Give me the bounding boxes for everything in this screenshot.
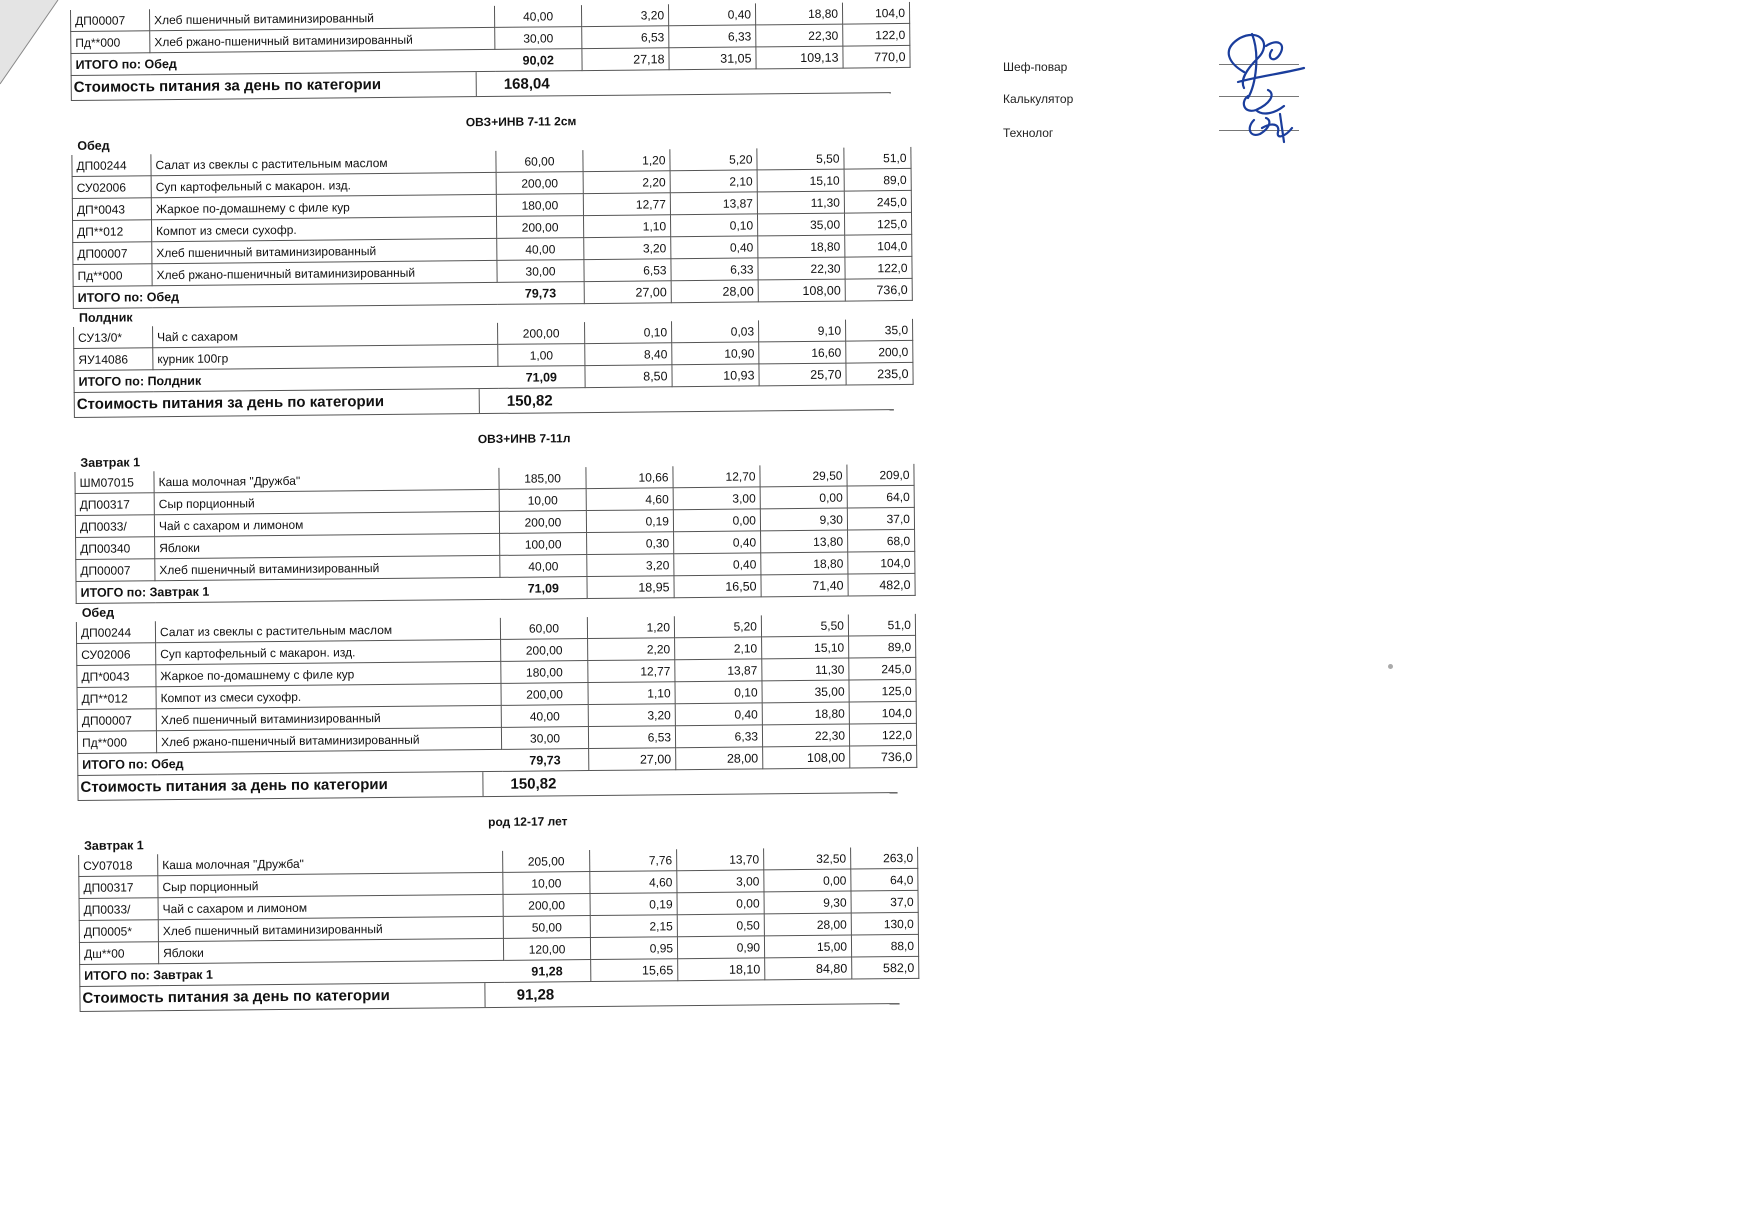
value-cell: 7,76 bbox=[590, 849, 677, 871]
value-cell: 2,15 bbox=[590, 915, 677, 938]
total-label: ИТОГО по: Обед bbox=[73, 282, 497, 308]
value-cell: 2,10 bbox=[670, 170, 757, 193]
dish-code: СУ02006 bbox=[77, 643, 156, 666]
value-cell: 64,0 bbox=[851, 868, 918, 891]
chef-label: Шеф-повар bbox=[1003, 60, 1068, 74]
value-cell: 15,10 bbox=[757, 169, 844, 192]
total-value: 27,00 bbox=[584, 281, 671, 304]
value-cell: 12,70 bbox=[673, 465, 760, 487]
total-value: 91,28 bbox=[504, 960, 591, 983]
value-cell: 0,95 bbox=[590, 937, 677, 960]
value-cell: 200,00 bbox=[501, 683, 588, 706]
value-cell: 1,20 bbox=[583, 149, 670, 171]
meal-title: Завтрак 1 bbox=[83, 838, 144, 853]
value-cell: 180,00 bbox=[496, 194, 583, 217]
value-cell: 29,50 bbox=[760, 465, 847, 487]
total-label: ИТОГО по: Обед bbox=[71, 49, 495, 75]
dish-code: ДП00007 bbox=[76, 559, 155, 582]
total-label: ИТОГО по: Завтрак 1 bbox=[76, 577, 500, 603]
dish-code: ДП0005* bbox=[79, 920, 158, 943]
dish-code: Дш**00 bbox=[79, 942, 158, 965]
dish-name: Хлеб пшеничный витаминизированный bbox=[158, 916, 503, 941]
value-cell: 0,10 bbox=[670, 214, 757, 237]
value-cell: 40,00 bbox=[500, 555, 587, 578]
value-cell: 1,20 bbox=[587, 616, 674, 638]
value-cell: 0,50 bbox=[677, 914, 764, 937]
value-cell: 125,0 bbox=[849, 679, 916, 702]
total-value: 10,93 bbox=[672, 364, 759, 387]
dish-name: Хлеб ржано-пшеничный витаминизированный bbox=[156, 727, 501, 752]
value-cell: 0,40 bbox=[671, 236, 758, 259]
dish-name: Жаркое по-домашнему с филе кур bbox=[151, 194, 496, 219]
value-cell: 0,19 bbox=[586, 510, 673, 533]
value-cell: 37,0 bbox=[851, 890, 918, 913]
value-cell: 122,0 bbox=[843, 23, 910, 46]
value-cell: 30,00 bbox=[497, 260, 584, 283]
dish-name: Сыр порционный bbox=[158, 872, 503, 897]
value-cell: 5,20 bbox=[670, 148, 757, 170]
value-cell: 245,0 bbox=[849, 657, 916, 680]
value-cell: 6,53 bbox=[582, 26, 669, 49]
value-cell: 4,60 bbox=[590, 871, 677, 894]
meal-title: Завтрак 1 bbox=[80, 455, 141, 470]
value-cell: 2,20 bbox=[583, 171, 670, 194]
page-corner-fold bbox=[0, 0, 60, 90]
value-cell: 51,0 bbox=[844, 147, 911, 169]
total-value: 108,00 bbox=[758, 279, 845, 302]
dish-name: Чай с сахаром и лимоном bbox=[154, 511, 499, 536]
value-cell: 122,0 bbox=[845, 256, 912, 279]
dish-name: Салат из свеклы с растительным маслом bbox=[155, 618, 500, 643]
value-cell: 0,40 bbox=[674, 553, 761, 576]
value-cell: 0,90 bbox=[677, 936, 764, 959]
value-cell: 200,00 bbox=[497, 216, 584, 239]
value-cell: 1,10 bbox=[583, 215, 670, 238]
value-cell: 30,00 bbox=[495, 27, 582, 50]
value-cell: 30,00 bbox=[501, 727, 588, 750]
dish-code: ЯУ14086 bbox=[74, 348, 153, 371]
total-value: 235,0 bbox=[846, 362, 913, 385]
meal-title: Полдник bbox=[78, 310, 133, 325]
dish-name: Хлеб пшеничный витаминизированный bbox=[152, 238, 497, 263]
dish-code: СУ13/0* bbox=[74, 326, 153, 348]
value-cell: 60,00 bbox=[500, 617, 587, 639]
daily-cost-value: 150,82 bbox=[506, 391, 553, 410]
category-title: ОВЗ+ИНВ 7-11л bbox=[477, 431, 571, 447]
value-cell: 185,00 bbox=[499, 467, 586, 489]
meal-table bbox=[73, 319, 914, 393]
value-cell: 0,40 bbox=[674, 531, 761, 554]
dish-code: Пд**000 bbox=[73, 264, 152, 287]
dish-name: Компот из смеси сухофр. bbox=[152, 216, 497, 241]
value-cell: 9,30 bbox=[764, 891, 851, 914]
dish-code: ДП*0043 bbox=[72, 198, 151, 221]
value-cell: 9,30 bbox=[760, 508, 847, 531]
dish-name: курник 100гр bbox=[153, 344, 498, 369]
total-value: 90,02 bbox=[495, 49, 582, 72]
total-value: 25,70 bbox=[759, 363, 846, 386]
value-cell: 68,0 bbox=[848, 529, 915, 552]
value-cell: 205,00 bbox=[503, 850, 590, 872]
value-cell: 5,50 bbox=[761, 615, 848, 637]
value-cell: 6,33 bbox=[675, 725, 762, 748]
value-cell: 40,00 bbox=[494, 5, 581, 27]
dish-code: ДП00007 bbox=[70, 9, 149, 31]
total-value: 109,13 bbox=[756, 46, 843, 69]
value-cell: 10,00 bbox=[503, 872, 590, 895]
value-cell: 0,00 bbox=[677, 892, 764, 915]
value-cell: 0,30 bbox=[587, 532, 674, 555]
dish-code: ДП**012 bbox=[77, 687, 156, 710]
dish-name: Хлеб пшеничный витаминизированный bbox=[149, 6, 494, 31]
daily-cost-label: Стоимость питания за день по категории bbox=[77, 772, 483, 800]
value-cell: 130,0 bbox=[851, 912, 918, 935]
value-cell: 120,00 bbox=[503, 938, 590, 961]
meal-title: Обед bbox=[81, 605, 115, 620]
value-cell: 200,00 bbox=[503, 894, 590, 917]
dish-name: Яблоки bbox=[155, 533, 500, 558]
total-value: 16,50 bbox=[674, 575, 761, 598]
dish-code: СУ02006 bbox=[72, 176, 151, 199]
value-cell: 11,30 bbox=[757, 191, 844, 214]
total-value: 770,0 bbox=[843, 45, 910, 68]
total-value: 27,00 bbox=[589, 748, 676, 771]
value-cell: 2,20 bbox=[588, 638, 675, 661]
value-cell: 0,00 bbox=[764, 869, 851, 892]
dish-code: ДП00244 bbox=[72, 154, 151, 176]
dish-code: Пд**000 bbox=[77, 731, 156, 754]
dish-name: Хлеб ржано-пшеничный витаминизированный bbox=[152, 260, 497, 285]
value-cell: 2,10 bbox=[675, 637, 762, 660]
technologist-label: Технолог bbox=[1003, 126, 1054, 140]
dish-name: Чай с сахаром bbox=[153, 323, 498, 348]
value-cell: 3,20 bbox=[587, 554, 674, 577]
dish-code: ДП00007 bbox=[77, 709, 156, 732]
total-value: 28,00 bbox=[671, 280, 758, 303]
value-cell: 35,00 bbox=[757, 213, 844, 236]
value-cell: 22,30 bbox=[762, 724, 849, 747]
value-cell: 104,0 bbox=[849, 701, 916, 724]
dish-code: ДП**012 bbox=[73, 220, 152, 243]
value-cell: 35,0 bbox=[846, 319, 913, 341]
daily-cost-label: Стоимость питания за день по категории bbox=[71, 72, 477, 100]
total-value: 28,00 bbox=[676, 747, 763, 770]
value-cell: 104,0 bbox=[848, 551, 915, 574]
dish-name: Хлеб ржано-пшеничный витаминизированный bbox=[150, 27, 495, 52]
value-cell: 209,0 bbox=[847, 464, 914, 486]
total-value: 18,10 bbox=[678, 958, 765, 981]
value-cell: 1,10 bbox=[588, 682, 675, 705]
value-cell: 18,80 bbox=[761, 552, 848, 575]
value-cell: 16,60 bbox=[759, 341, 846, 364]
dish-name: Яблоки bbox=[158, 938, 503, 963]
value-cell: 13,87 bbox=[670, 192, 757, 215]
value-cell: 40,00 bbox=[497, 238, 584, 261]
dish-name: Суп картофельный с макарон. изд. bbox=[156, 639, 501, 664]
value-cell: 6,33 bbox=[669, 25, 756, 48]
value-cell: 245,0 bbox=[844, 190, 911, 213]
menu-section bbox=[71, 107, 909, 418]
value-cell: 8,40 bbox=[585, 343, 672, 366]
value-cell: 1,00 bbox=[498, 344, 585, 367]
total-value: 79,73 bbox=[497, 282, 584, 305]
category-title: род 12-17 лет bbox=[488, 814, 568, 830]
value-cell: 104,0 bbox=[842, 2, 909, 24]
total-value: 8,50 bbox=[585, 365, 672, 388]
value-cell: 125,0 bbox=[844, 212, 911, 235]
value-cell: 13,87 bbox=[675, 659, 762, 682]
meal-table bbox=[70, 2, 911, 76]
value-cell: 22,30 bbox=[756, 24, 843, 47]
dish-code: Пд**000 bbox=[71, 31, 150, 54]
dish-name: Каша молочная "Дружба" bbox=[154, 468, 499, 493]
value-cell: 0,40 bbox=[675, 703, 762, 726]
value-cell: 10,66 bbox=[586, 466, 673, 488]
total-value: 18,95 bbox=[587, 576, 674, 599]
calculator-label: Калькулятор bbox=[1003, 92, 1074, 106]
dish-code: ДП0033/ bbox=[75, 515, 154, 538]
value-cell: 32,50 bbox=[764, 848, 851, 870]
value-cell: 15,00 bbox=[764, 935, 851, 958]
value-cell: 10,00 bbox=[499, 489, 586, 512]
value-cell: 200,00 bbox=[501, 639, 588, 662]
total-value: 736,0 bbox=[845, 278, 912, 301]
value-cell: 28,00 bbox=[764, 913, 851, 936]
menu-section bbox=[70, 2, 906, 101]
menu-section bbox=[78, 807, 915, 1012]
dish-code: СУ07018 bbox=[79, 854, 158, 876]
value-cell: 18,80 bbox=[758, 235, 845, 258]
total-value: 482,0 bbox=[848, 573, 915, 596]
dish-name: Жаркое по-домашнему с филе кур bbox=[156, 661, 501, 686]
value-cell: 0,00 bbox=[673, 509, 760, 532]
value-cell: 60,00 bbox=[496, 150, 583, 172]
value-cell: 40,00 bbox=[501, 705, 588, 728]
dish-code: ДП00317 bbox=[75, 493, 154, 516]
value-cell: 89,0 bbox=[849, 635, 916, 658]
dish-name: Хлеб пшеничный витаминизированный bbox=[155, 555, 500, 580]
value-cell: 11,30 bbox=[762, 658, 849, 681]
category-title: ОВЗ+ИНВ 7-11 2см bbox=[465, 114, 577, 130]
dish-code: ШМ07015 bbox=[75, 471, 154, 493]
value-cell: 180,00 bbox=[501, 661, 588, 684]
total-label: ИТОГО по: Полдник bbox=[74, 366, 498, 392]
total-value: 71,09 bbox=[498, 366, 585, 389]
dish-name: Сыр порционный bbox=[154, 489, 499, 514]
total-value: 84,80 bbox=[765, 957, 852, 980]
value-cell: 3,00 bbox=[673, 487, 760, 510]
daily-cost-value: 168,04 bbox=[503, 74, 550, 93]
meal-table bbox=[76, 614, 917, 776]
total-value: 71,09 bbox=[500, 577, 587, 600]
value-cell: 37,0 bbox=[847, 507, 914, 530]
value-cell: 0,10 bbox=[675, 681, 762, 704]
dish-name: Компот из смеси сухофр. bbox=[156, 683, 501, 708]
value-cell: 200,00 bbox=[499, 511, 586, 534]
dish-name: Суп картофельный с макарон. изд. bbox=[151, 172, 496, 197]
value-cell: 15,10 bbox=[762, 636, 849, 659]
value-cell: 6,53 bbox=[588, 726, 675, 749]
scan-speck bbox=[1388, 664, 1393, 669]
dish-name: Хлеб пшеничный витаминизированный bbox=[156, 705, 501, 730]
value-cell: 0,03 bbox=[672, 320, 759, 342]
dish-code: ДП*0043 bbox=[77, 665, 156, 688]
menu-sheet bbox=[70, 2, 915, 1012]
value-cell: 0,19 bbox=[590, 893, 677, 916]
value-cell: 200,0 bbox=[846, 340, 913, 363]
value-cell: 4,60 bbox=[586, 488, 673, 511]
dish-code: ДП00244 bbox=[76, 621, 155, 643]
dish-name: Салат из свеклы с растительным маслом bbox=[151, 151, 496, 176]
total-value: 108,00 bbox=[763, 746, 850, 769]
value-cell: 18,80 bbox=[755, 3, 842, 25]
value-cell: 88,0 bbox=[851, 934, 918, 957]
value-cell: 10,90 bbox=[672, 342, 759, 365]
total-value: 31,05 bbox=[669, 47, 756, 70]
dish-name: Чай с сахаром и лимоном bbox=[158, 894, 503, 919]
daily-cost-value: 91,28 bbox=[516, 985, 555, 1004]
dish-code: ДП00317 bbox=[79, 876, 158, 899]
value-cell: 89,0 bbox=[844, 168, 911, 191]
value-cell: 200,00 bbox=[496, 172, 583, 195]
menu-section bbox=[74, 424, 913, 801]
dish-code: ДП0033/ bbox=[79, 898, 158, 921]
value-cell: 0,10 bbox=[585, 321, 672, 343]
value-cell: 3,20 bbox=[581, 4, 668, 26]
value-cell: 263,0 bbox=[851, 847, 918, 869]
handwritten-signatures bbox=[1200, 24, 1330, 149]
daily-cost-value: 150,82 bbox=[510, 774, 557, 793]
value-cell: 0,00 bbox=[760, 486, 847, 509]
value-cell: 200,00 bbox=[498, 322, 585, 344]
value-cell: 6,53 bbox=[584, 259, 671, 282]
value-cell: 100,00 bbox=[500, 533, 587, 556]
value-cell: 13,80 bbox=[761, 530, 848, 553]
meal-title: Обед bbox=[77, 138, 110, 153]
value-cell: 12,77 bbox=[588, 660, 675, 683]
value-cell: 35,00 bbox=[762, 680, 849, 703]
value-cell: 3,20 bbox=[584, 237, 671, 260]
total-value: 27,18 bbox=[582, 48, 669, 71]
value-cell: 0,40 bbox=[668, 3, 755, 25]
total-label: ИТОГО по: Завтрак 1 bbox=[80, 960, 504, 986]
value-cell: 5,50 bbox=[757, 148, 844, 170]
value-cell: 122,0 bbox=[849, 723, 916, 746]
value-cell: 51,0 bbox=[848, 614, 915, 636]
value-cell: 18,80 bbox=[762, 702, 849, 725]
value-cell: 22,30 bbox=[758, 257, 845, 280]
meal-table bbox=[78, 847, 919, 987]
total-label: ИТОГО по: Обед bbox=[78, 749, 502, 775]
dish-code: ДП00340 bbox=[76, 537, 155, 560]
value-cell: 12,77 bbox=[583, 193, 670, 216]
value-cell: 64,0 bbox=[847, 485, 914, 508]
value-cell: 13,70 bbox=[677, 848, 764, 870]
total-value: 582,0 bbox=[852, 956, 919, 979]
value-cell: 3,00 bbox=[677, 870, 764, 893]
value-cell: 9,10 bbox=[759, 320, 846, 342]
total-value: 15,65 bbox=[591, 959, 678, 982]
total-value: 71,40 bbox=[761, 574, 848, 597]
value-cell: 5,20 bbox=[674, 615, 761, 637]
total-value: 79,73 bbox=[502, 749, 589, 772]
daily-cost-label: Стоимость питания за день по категории bbox=[79, 983, 485, 1011]
meal-table bbox=[71, 147, 912, 309]
value-cell: 50,00 bbox=[503, 916, 590, 939]
total-value: 736,0 bbox=[850, 745, 917, 768]
value-cell: 3,20 bbox=[588, 704, 675, 727]
daily-cost-label: Стоимость питания за день по категории bbox=[74, 389, 480, 417]
meal-table bbox=[74, 464, 915, 604]
dish-code: ДП00007 bbox=[73, 242, 152, 265]
value-cell: 6,33 bbox=[671, 258, 758, 281]
dish-name: Каша молочная "Дружба" bbox=[158, 851, 503, 876]
value-cell: 104,0 bbox=[845, 234, 912, 257]
